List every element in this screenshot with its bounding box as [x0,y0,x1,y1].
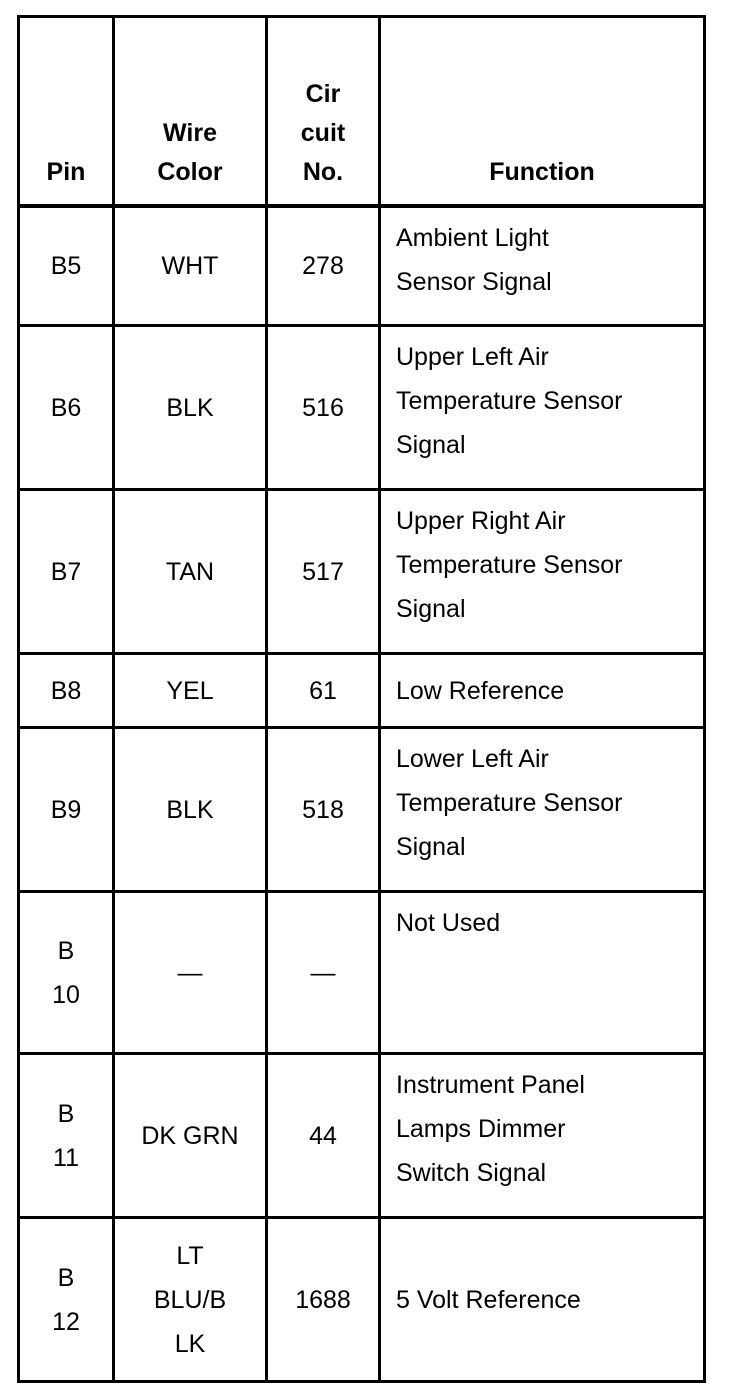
function-cell: Upper Right Air Temperature Sensor Signal [380,490,705,654]
table-row [19,1218,705,1382]
connector-pin-table [17,15,706,1383]
function-cell: Lower Left Air Temperature Sensor Signal [380,728,705,892]
wire-color-cell: YEL [114,654,267,728]
function-cell: Upper Left Air Temperature Sensor Signal [380,326,705,490]
circuit-cell: 44 [267,1054,380,1218]
table-row [19,490,705,654]
pin-cell: B6 [19,326,114,490]
circuit-cell: 61 [267,654,380,728]
table-row [19,1054,705,1218]
wire-color-cell: BLK [114,326,267,490]
pin-cell: B8 [19,654,114,728]
function-cell: Not Used [380,892,705,1054]
wire-color-cell: TAN [114,490,267,654]
wire-color-cell: LT BLU/B LK [114,1218,267,1382]
pin-cell: B 12 [19,1218,114,1382]
table-row [19,206,705,326]
wire-color-cell: DK GRN [114,1054,267,1218]
circuit-cell: 517 [267,490,380,654]
wire-color-cell: WHT [114,206,267,326]
pin-cell: B5 [19,206,114,326]
circuit-cell: 518 [267,728,380,892]
header-wire-color: Wire Color [114,17,267,206]
wire-color-cell: — [114,892,267,1054]
wire-color-cell: BLK [114,728,267,892]
pin-cell: B7 [19,490,114,654]
function-cell: Ambient Light Sensor Signal [380,206,705,326]
circuit-cell: — [267,892,380,1054]
function-cell: 5 Volt Reference [380,1218,705,1382]
table-row [19,728,705,892]
circuit-cell: 278 [267,206,380,326]
pin-cell: B 10 [19,892,114,1054]
header-function: Function [380,17,705,206]
function-cell: Low Reference [380,654,705,728]
header-row [19,17,705,206]
pin-cell: B 11 [19,1054,114,1218]
table-row [19,892,705,1054]
pin-cell: B9 [19,728,114,892]
circuit-cell: 516 [267,326,380,490]
function-cell: Instrument Panel Lamps Dimmer Switch Signal [380,1054,705,1218]
header-circuit-no: Cir cuit No. [267,17,380,206]
circuit-cell: 1688 [267,1218,380,1382]
table-row [19,326,705,490]
table-row [19,654,705,728]
header-pin: Pin [19,17,114,206]
